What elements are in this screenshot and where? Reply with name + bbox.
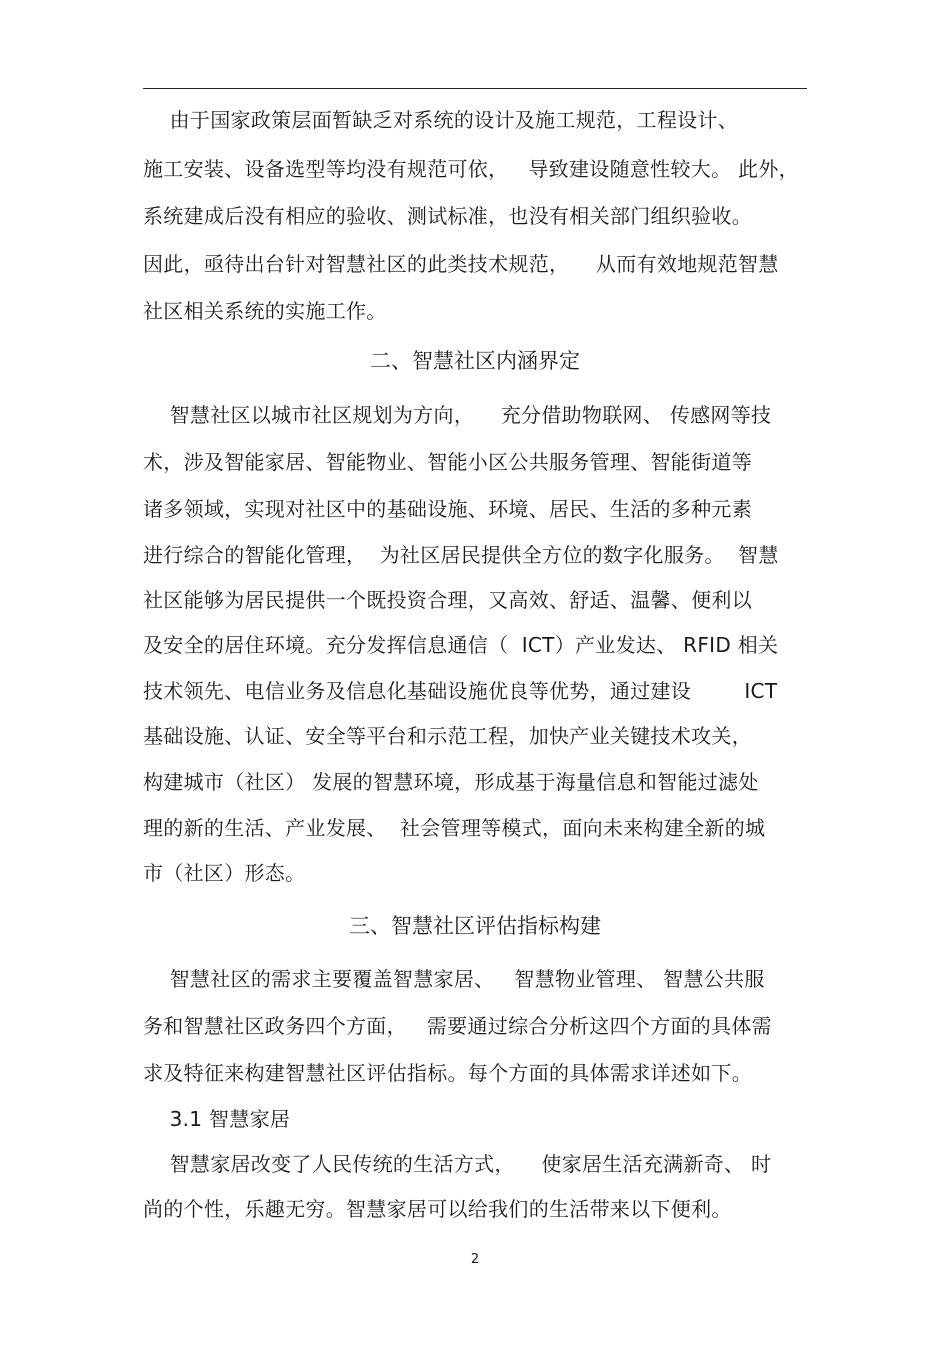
paragraph-line: 社区能够为居民提供一个既投资合理，又高效、舒适、温馨、便利以 [143, 588, 752, 612]
page-number: 2 [470, 1252, 480, 1267]
paragraph-line: 由于国家政策层面暂缺乏对系统的设计及施工规范，工程设计、 [143, 108, 739, 132]
paragraph-line: 术，涉及智能家居、智能物业、智能小区公共服务管理、智能街道等 [143, 450, 752, 474]
paragraph-line: 求及特征来构建智慧社区评估指标。每个方面的具体需求详述如下。 [143, 1061, 752, 1085]
header-rule [143, 88, 807, 89]
section-heading: 二、智慧社区内涵界定 [370, 349, 580, 373]
paragraph-line: 务和智慧社区政务四个方面， 需要通过综合分析这四个方面的具体需 [143, 1014, 772, 1038]
paragraph-line: 因此，亟待出台针对智慧社区的此类技术规范， 从而有效地规范智慧 [143, 252, 779, 276]
paragraph-line: 系统建成后没有相应的验收、测试标准，也没有相关部门组织验收。 [143, 204, 752, 228]
paragraph-line: 进行综合的智能化管理， 为社区居民提供全方位的数字化服务。 智慧 [143, 543, 779, 567]
paragraph-line: 及安全的居住环境。充分发挥信息通信（ ICT）产业发达、 RFID 相关 [143, 633, 779, 657]
paragraph-line: 智慧家居改变了人民传统的生活方式， 使家居生活充满新奇、 时 [143, 1152, 772, 1176]
paragraph-line: 市（社区）形态。 [143, 861, 306, 885]
paragraph-line: 理的新的生活、产业发展、 社会管理等模式，面向未来构建全新的城 [143, 816, 766, 840]
paragraph-line: 施工安装、设备选型等均没有规范可依， 导致建设随意性较大。 此外， [143, 157, 799, 181]
paragraph-line: 基础设施、认证、安全等平台和示范工程，加快产业关键技术攻关， [143, 724, 752, 748]
paragraph-line: 构建城市（社区） 发展的智慧环境，形成基于海量信息和智能过滤处 [143, 770, 759, 794]
paragraph-line: 智慧社区以城市社区规划为方向， 充分借助物联网、 传感网等技 [143, 403, 772, 427]
subsection-heading: 3.1 智慧家居 [143, 1107, 291, 1131]
paragraph-line: 社区相关系统的实施工作。 [143, 299, 387, 323]
paragraph-line: 智慧社区的需求主要覆盖智慧家居、 智慧物业管理、 智慧公共服 [143, 967, 765, 991]
section-heading: 三、智慧社区评估指标构建 [349, 914, 601, 938]
paragraph-line: 尚的个性，乐趣无穷。智慧家居可以给我们的生活带来以下便利。 [143, 1197, 732, 1221]
paragraph-line: 诸多领域，实现对社区中的基础设施、环境、居民、生活的多种元素 [143, 497, 752, 521]
paragraph-line: 技术领先、电信业务及信息化基础设施优良等优势，通过建设 ICT [143, 679, 778, 703]
